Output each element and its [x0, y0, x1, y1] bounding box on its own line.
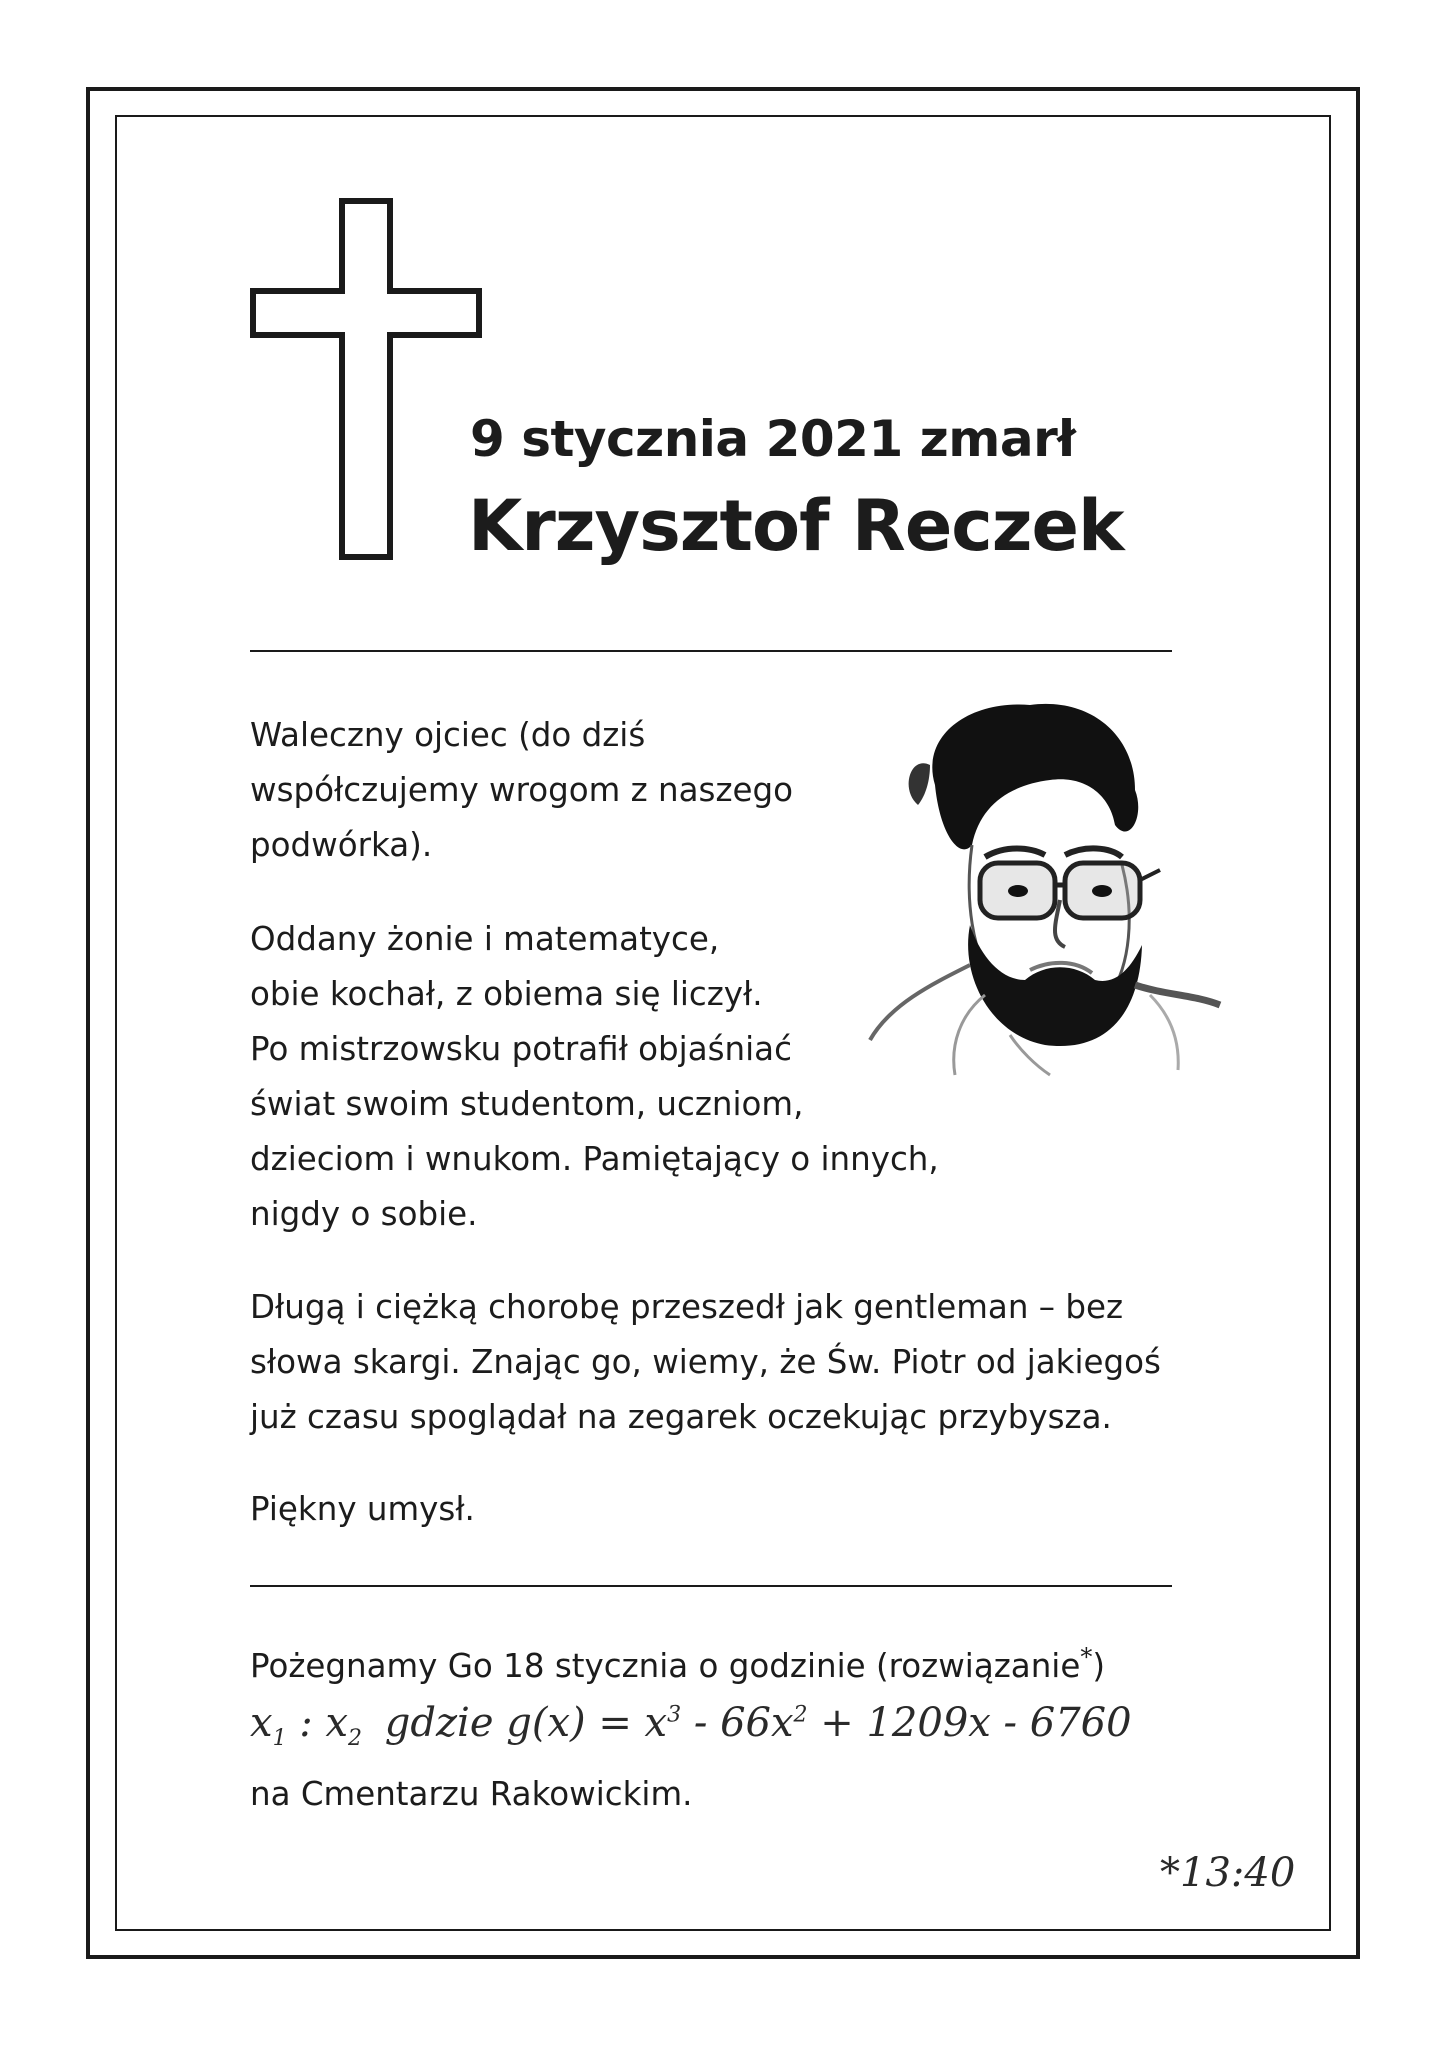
- math-formula: [250, 1700, 1132, 1751]
- funeral-announcement: [250, 1630, 1105, 1694]
- text-line: podwórka).: [250, 826, 433, 864]
- formula-gdzie: gdzie: [384, 1700, 494, 1746]
- death-date-heading: 9 stycznia 2021 zmarł: [470, 410, 1076, 468]
- text-line: Oddany żonie i matematyce,: [250, 920, 720, 958]
- text-line: nigdy o sobie.: [250, 1195, 478, 1233]
- divider-bottom: [250, 1585, 1172, 1587]
- divider-top: [250, 650, 1172, 652]
- cemetery-text: na Cmentarzu Rakowickim.: [250, 1775, 693, 1813]
- formula-exp2: 2: [793, 1702, 808, 1728]
- formula-sub2: 2: [348, 1726, 363, 1751]
- text-line: obie kochał, z obiema się liczył.: [250, 975, 763, 1013]
- text-line: już czasu spoglądał na zegarek oczekując przybysza.: [250, 1398, 1112, 1436]
- footnote-time: *13:40: [1160, 1850, 1296, 1896]
- formula-exp3: 3: [667, 1702, 682, 1728]
- formula-colon: :: [299, 1700, 313, 1746]
- text-line: Po mistrzowsku potrafił objaśniać: [250, 1030, 792, 1068]
- deceased-name: Krzysztof Reczek: [468, 485, 1124, 567]
- formula-x1: x: [250, 1700, 273, 1746]
- text-line: współczujemy wrogom z naszego: [250, 771, 794, 809]
- text-line: Piękny umysł.: [250, 1490, 475, 1528]
- funeral-text: Pożegnamy Go 18 stycznia o godzinie (rozwiązanie: [250, 1646, 1081, 1685]
- formula-minus66: - 66x: [693, 1700, 794, 1746]
- formula-sub1: 1: [272, 1726, 287, 1751]
- cross-icon: [250, 198, 482, 560]
- text-line: Waleczny ojciec (do dziś: [250, 716, 646, 754]
- text-line: dzieciom i wnukom. Pamiętający o innych,: [250, 1140, 939, 1178]
- text-line: słowa skargi. Znając go, wiemy, że Św. Piotr od jakiegoś: [250, 1343, 1161, 1381]
- text-line: Długą i ciężką chorobę przeszedł jak gentleman – bez: [250, 1288, 1124, 1326]
- text-line: świat swoim studentom, uczniom,: [250, 1085, 804, 1123]
- footnote-marker: *: [1080, 1643, 1093, 1671]
- formula-g-expr: g(x) = x: [506, 1700, 668, 1746]
- paragraph-devoted: [250, 912, 939, 1242]
- paragraph-beautiful-mind: [250, 1482, 475, 1537]
- formula-x2: x: [325, 1700, 349, 1746]
- paragraph-father: [250, 708, 793, 873]
- formula-rest: + 1209x - 6760: [820, 1700, 1132, 1746]
- closing-paren: ): [1092, 1646, 1106, 1685]
- paragraph-illness: [250, 1280, 1161, 1445]
